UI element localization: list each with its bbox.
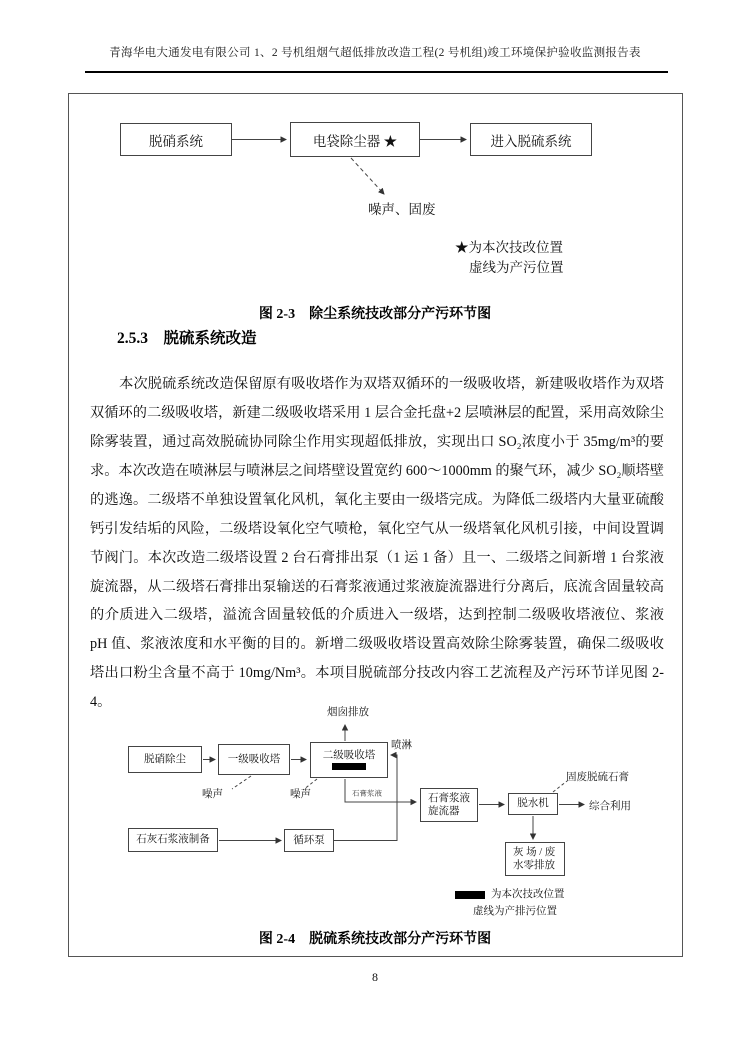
cyclone-label-line2: 旋流器 [428,806,460,817]
pollution-label-noise-solidwaste: 噪声、固废 [368,202,436,217]
flow-box-denitration-dedust: 脱硝除尘 [128,746,202,773]
ash-field-label-line1: 灰 场 / 废 [513,847,556,858]
flow-box-bag-precipitator: 电袋除尘器 ★ [290,122,420,157]
header-rule [85,71,668,73]
section-heading: 2.5.3 脱硫系统改造 [117,330,257,347]
ash-field-label-line2: 水零排放 [513,860,555,871]
flow-box-circulation-pump: 循环泵 [284,829,334,852]
noise-label-2: 噪声 [290,789,311,800]
flow-box-dehydrator: 脱水机 [508,793,558,815]
gypsum-slurry-pipe-label: 石膏浆液 [352,789,382,798]
flow-box-ash-field [505,842,565,876]
stack-emission-label: 烟囱排放 [327,707,369,718]
document-header-title: 青海华电大通发电有限公司 1、2 号机组烟气超低排放改造工程(2 号机组)竣工环境保护验收监测报告表 [109,47,641,59]
solid-waste-gypsum-label: 固废脱硫石膏 [566,772,629,783]
figure4-legend-bar-text: 为本次技改位置 [491,889,565,900]
page-number: 8 [372,970,378,984]
flow-box-denitration-system: 脱硝系统 [120,123,232,156]
tech-change-bar-marker [332,763,366,770]
comprehensive-use-label: 综合利用 [589,801,631,812]
absorber2-label: 二级吸收塔 [322,750,376,761]
flow-box-to-desulfurization: 进入脱硫系统 [470,123,592,156]
figure3-caption: 图 2-3 除尘系统技改部分产污环节图 [258,307,492,322]
figure4-caption: 图 2-4 脱硫系统技改部分产污环节图 [258,932,492,947]
flow-box-absorber2 [310,742,388,778]
flow-box-absorber1: 一级吸收塔 [218,744,290,775]
flow-box-gypsum-cyclone [420,788,478,822]
body-paragraph: 本次脱硫系统改造保留原有吸收塔作为双塔双循环的一级吸收塔，新建吸收塔作为双塔双循环的二级吸收塔，新建二级吸收塔采用 1 层合金托盘+2 层喷淋层的配置，采用高效除尘除雾装置，通过高效脱硫协同除尘作用实现超低排放，实现出口 SO₂浓度小于 35mg/m³的要求。本次改造在喷淋层与喷淋层之间塔壁设置宽约 600～1000mm 的聚气环，减少 SO₂顺塔壁的逃逸。二级塔不单独设置氧化风机，氧化主要由一级塔完成。为降低二级塔内大量亚硫酸钙引发结垢的风险，二级塔设氧化空气喷枪，氧化空气从一级塔氧化风机引接，中间设置调节阀门。本次改造二级塔设置 2 台石膏排出泵（1 运 1 备）且一、二级塔之间新增 1 台浆液旋流器，从二级塔石膏排出泵输送的石膏浆液通过浆液旋流器进行分离后，底流含固量较高的介质进入二级塔，溢流含固量较低的介质进入一级塔，达到控制二级吸收塔液位、浆液 pH 值、浆液浓度和水平衡的目的。新增二级吸收塔设置高效除尘除雾装置，确保二级吸收塔出口粉尘含量不高于 10mg/Nm³。本项目脱硫部分技改内容工艺流程及产污环节详见图 2-4。 [90,376,664,711]
figure4-legend-dashed-text: 虚线为产排污位置 [473,906,557,917]
figure4-legend-bar-marker [455,891,485,899]
spray-label: 喷淋 [391,740,412,751]
cyclone-label-line1: 石膏浆液 [428,793,470,804]
figure3-legend-star: ★为本次技改位置 [455,240,563,255]
figure3-legend-dashed: 虚线为产污位置 [469,260,564,275]
noise-label-1: 噪声 [202,789,223,800]
flow-box-limestone-prep: 石灰石浆液制备 [128,828,218,852]
